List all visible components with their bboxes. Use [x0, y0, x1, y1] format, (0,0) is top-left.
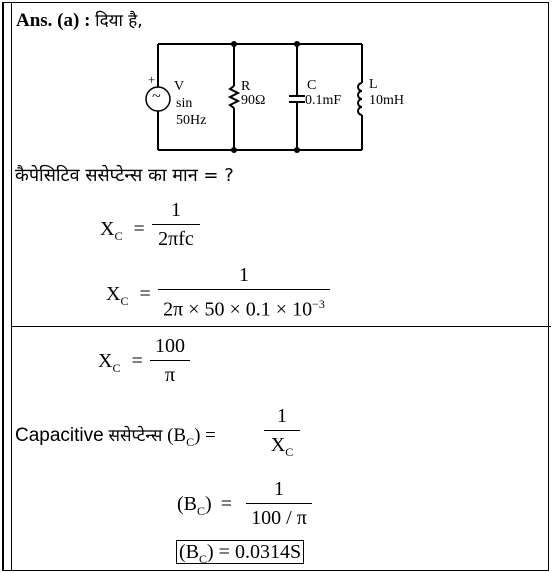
xc-substituted-fraction: [158, 263, 330, 322]
junction-dot: [231, 147, 237, 153]
xc-result-fraction: [150, 334, 190, 387]
numerator: 1: [239, 264, 249, 286]
denominator: $X_C$: [270, 434, 294, 459]
capacitor-value: 0.1mF: [305, 93, 342, 108]
final-answer: $(B_C) = 0.0314S$: [176, 540, 304, 564]
denominator: π: [164, 364, 176, 386]
xc-substituted-lhs: $X_C$ =: [106, 283, 151, 308]
final-answer-box: [176, 541, 304, 567]
inductor-symbol: [358, 83, 362, 115]
resistor-label: R: [241, 79, 251, 94]
capacitive-word: Capacitive: [15, 425, 104, 446]
parallel-circuit-diagram: [0, 0, 555, 160]
source-label-sin: sin: [176, 96, 193, 111]
junction-dot: [231, 41, 237, 47]
question-text: कैपेसिटिव ससेप्टेन्स का मान = ?: [15, 165, 234, 186]
source-label-freq: 50Hz: [176, 113, 207, 128]
denominator: 2πfc: [158, 228, 194, 250]
xc-formula-fraction: [152, 198, 200, 251]
answer-label: Ans. (a) :: [16, 10, 91, 31]
source-label-v: V: [174, 79, 185, 94]
bc-substituted-fraction: [246, 477, 312, 530]
xc-result-lhs: $X_C$ =: [98, 350, 143, 375]
numerator: 1: [277, 405, 287, 427]
junction-dot: [294, 147, 300, 153]
resistor-symbol: [230, 86, 238, 108]
numerator: 1: [171, 199, 181, 221]
susceptance-formula-fraction: [264, 404, 300, 464]
junction-dot: [294, 41, 300, 47]
denominator: $2\pi \times 50 \times 0.1 \times 10^{-3}$: [163, 297, 325, 321]
row-divider: [11, 326, 551, 327]
inductor-value: 10mH: [369, 93, 404, 108]
numerator: 1: [274, 478, 284, 500]
bc-substituted-lhs: $(B_C)$ =: [177, 493, 232, 518]
ac-wave-icon: ~: [152, 88, 161, 105]
inductor-label: L: [369, 77, 378, 92]
denominator: 100 / π: [251, 507, 307, 529]
susceptance-formula-lhs: Capacitive ससेप्टेन्स $(B_C)$ =: [15, 425, 216, 449]
xc-formula-lhs: $X_C$ =: [100, 218, 145, 243]
bc-symbol: $(B_C)$: [167, 425, 201, 449]
susceptance-word: ससेप्टेन्स: [108, 426, 163, 446]
given-text: दिया है,: [95, 11, 143, 31]
resistor-value: 90Ω: [241, 93, 266, 108]
source-plus-sign: +: [148, 72, 156, 87]
numerator: 100: [155, 335, 185, 357]
capacitor-label: C: [307, 78, 317, 93]
